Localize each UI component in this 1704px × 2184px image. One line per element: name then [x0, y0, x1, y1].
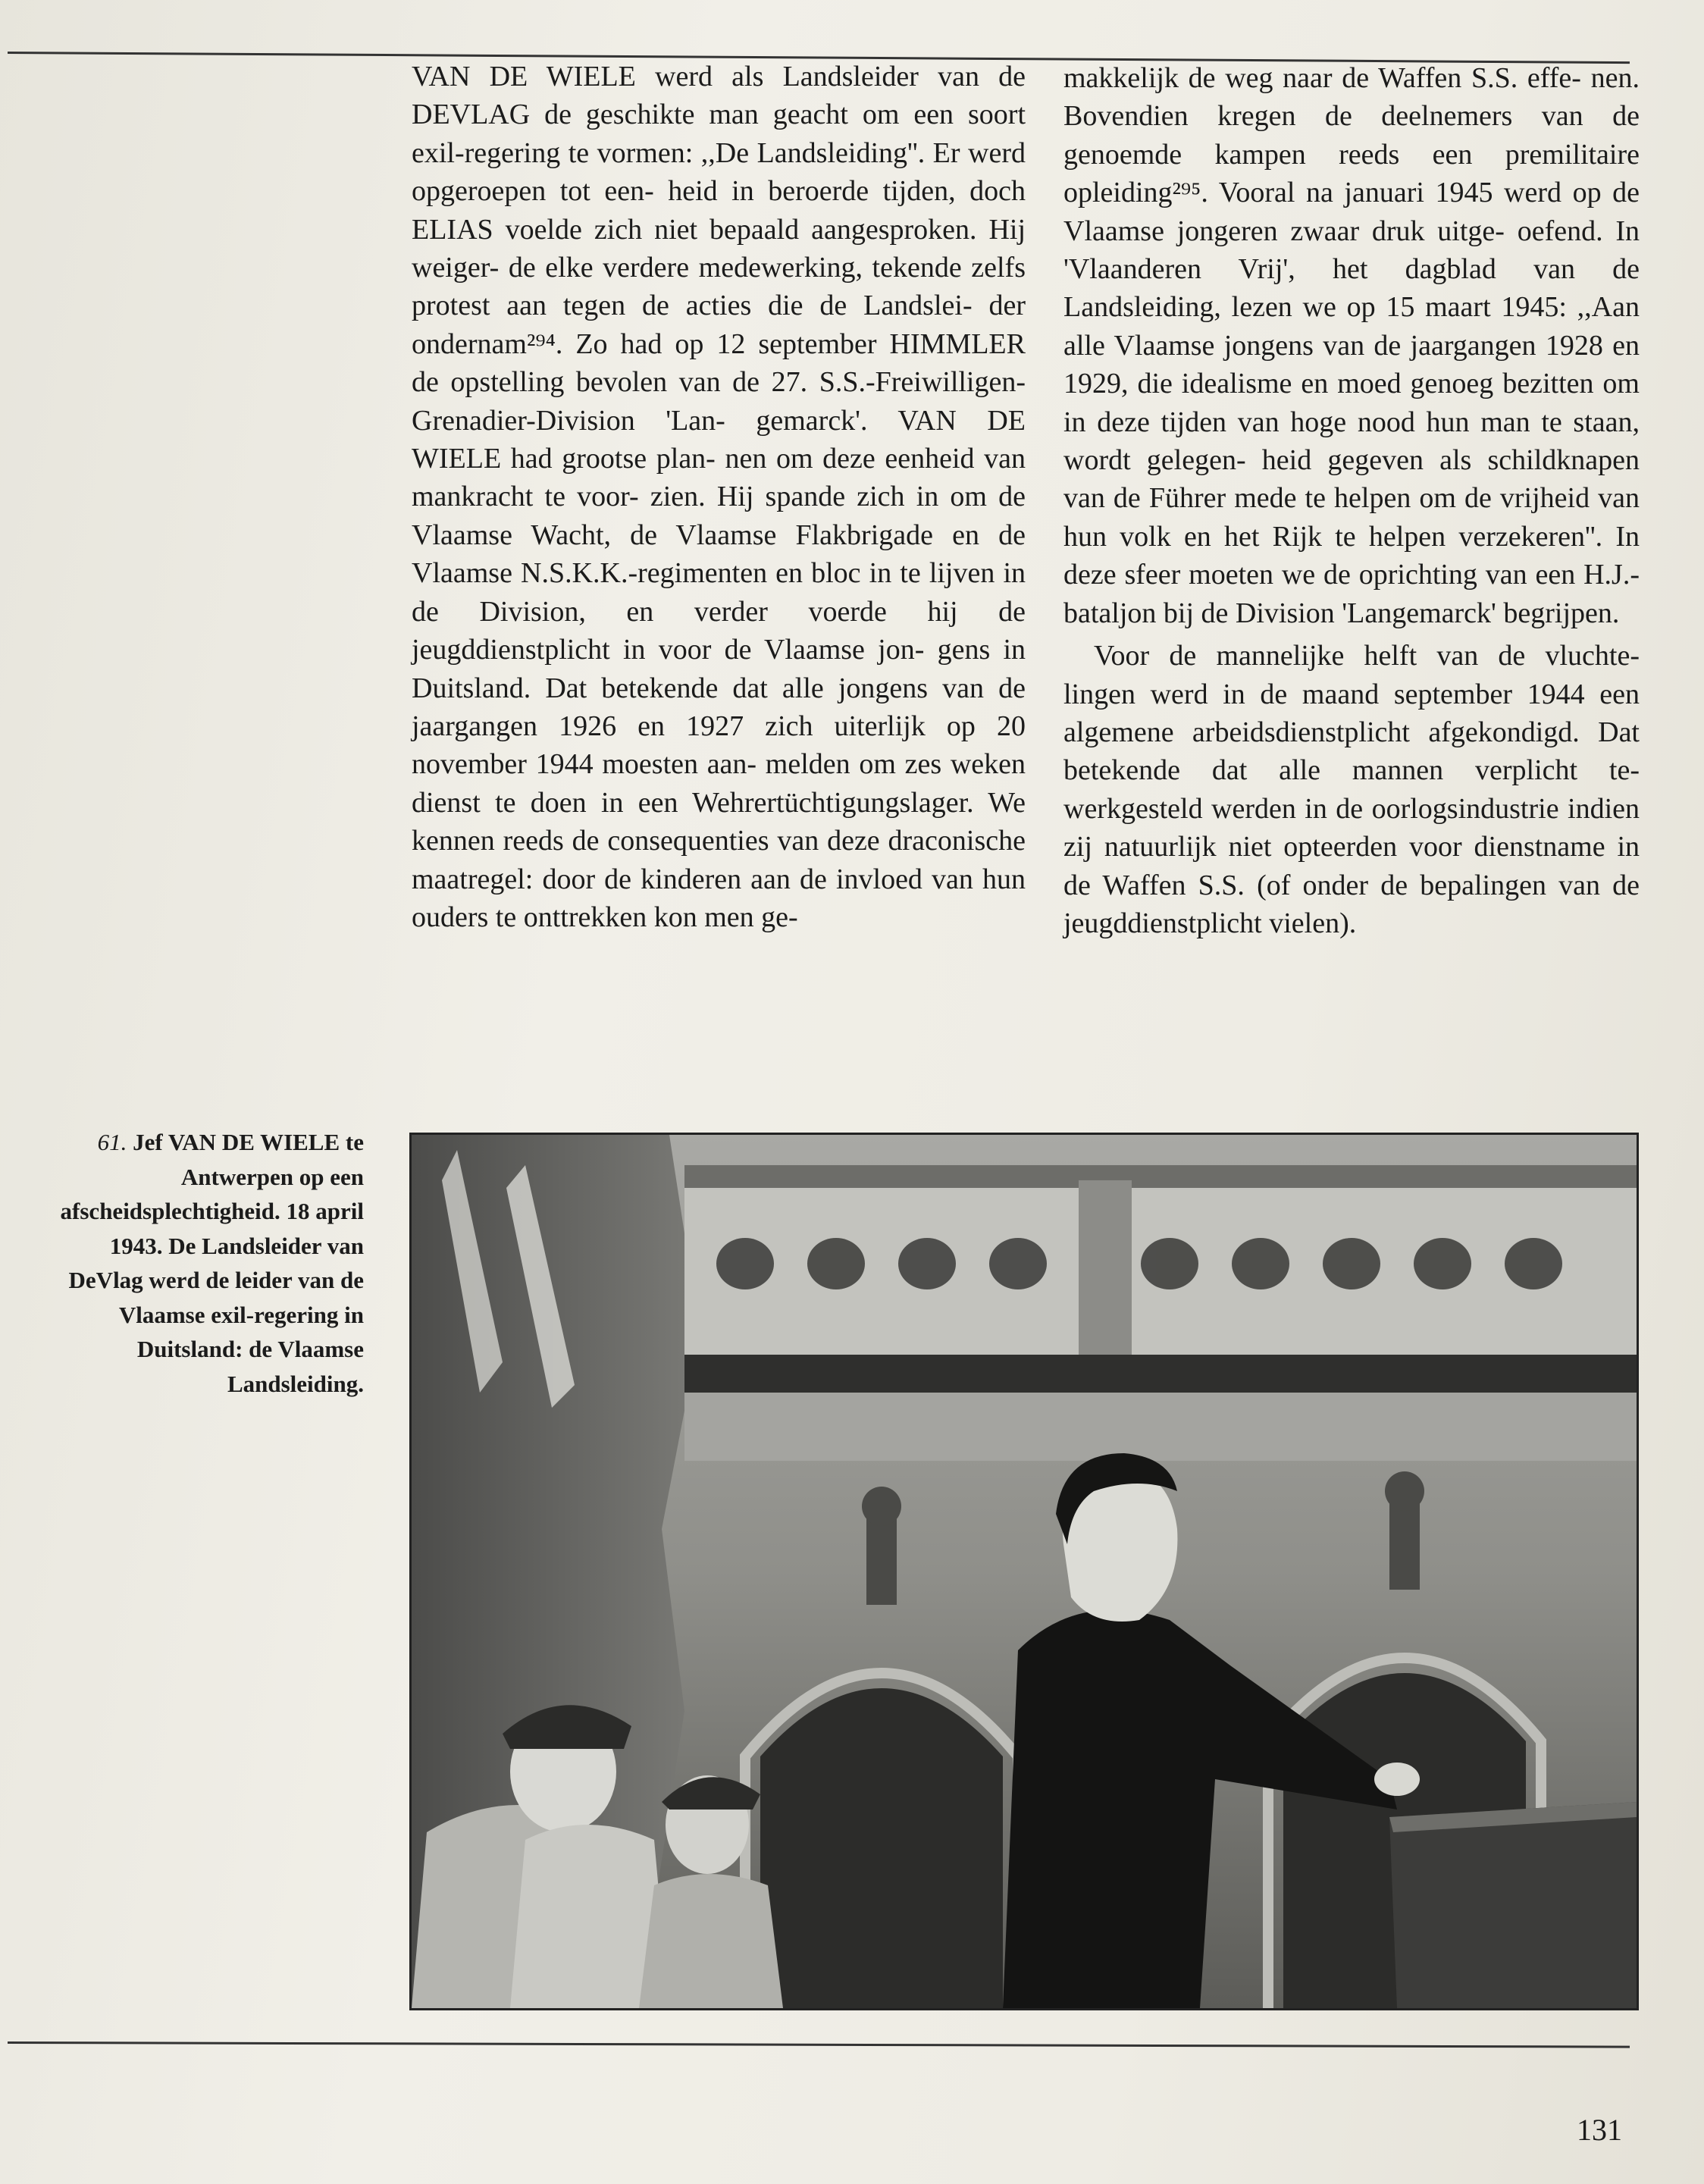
text-line: uiterlijk op 20 november 1944 moesten aan- [412, 710, 1026, 781]
text-line: soort exil-regering te vormen: ,,De [412, 99, 1026, 169]
text-line: Wehrertüchtigungslager. We kennen reeds [412, 786, 1026, 857]
text-line: gens in Duitsland. Dat betekende dat alle [412, 634, 1026, 704]
text-line: de consequenties van deze draconische [572, 825, 1026, 857]
text-line: van hun ouders te onttrekken kon men ge- [412, 863, 1026, 933]
text-line: algemene arbeidsdienstplicht afgekondigd. [1063, 716, 1580, 748]
text-line: oefend. In 'Vlaanderen Vrij', het dagblad [1063, 215, 1640, 286]
text-line: de elke verdere medewerking, tekende zelfs [508, 252, 1026, 284]
paragraph-left [412, 58, 1026, 936]
caption-line: 1943. De Landsleider van [109, 1232, 364, 1259]
lectern [1389, 1802, 1637, 2008]
figure-number: 61. [97, 1129, 127, 1155]
paragraph-right-2 [1063, 637, 1640, 942]
text-line: jaargangen 1928 en 1929, die idealisme en [1063, 329, 1640, 400]
text-line: begrijpen. [1503, 597, 1620, 629]
text-line: zich niet bepaald aangesproken. Hij weiger- [412, 213, 1026, 284]
text-line: lijven in de Division, en verder voerde hij de [412, 557, 1026, 628]
caption-line: DeVlag werd de leider van de [68, 1267, 364, 1293]
text-line: bepalingen van de jeugddienstplicht vielen). [1063, 869, 1640, 939]
caption-line: Jef VAN DE WIELE te [133, 1129, 364, 1155]
text-line: VAN DE WIELE werd als Landsleider van de [412, 61, 1026, 92]
text-line: Vlaamse N.S.K.K.-regimenten en bloc in te [412, 557, 921, 590]
text-line: lingen werd in de maand september 1944 een [1063, 678, 1640, 710]
paragraph-right-1 [1063, 59, 1640, 632]
bottom-rule [8, 2041, 1630, 2048]
text-line: opleiding²⁹⁵. Vooral na januari 1945 werd [1063, 177, 1561, 209]
text-line: gemarck'. VAN DE WIELE had grootse plan- [412, 404, 1026, 475]
text-line: maatregel: door de kinderen aan de invloed [412, 863, 922, 895]
caption-line: afscheidsplechtigheid. 18 april [60, 1198, 364, 1224]
text-line: S.S.-Freiwilligen-Grenadier-Division 'Lan- [412, 366, 1026, 437]
text-line: heid gegeven als schildknapen van de Führer [1063, 444, 1640, 515]
text-line: melden om zes weken dienst te doen in een [412, 748, 1026, 819]
text-line: der ondernam²⁹⁴. Zo had op 12 september [412, 290, 1026, 360]
text-line: heid in beroerde tijden, doch ELIAS voelde [412, 175, 1026, 246]
text-line: 1945: ,,Aan alle Vlaamse jongens van de [1063, 291, 1640, 362]
historical-photo [409, 1133, 1639, 2010]
text-line: jongens van de jaargangen 1926 en 1927 zich [412, 672, 1026, 742]
text-line: de genoemde kampen reeds een premilitaire [1063, 100, 1640, 171]
figure-caption [15, 1125, 364, 1401]
right-text-column [1063, 59, 1640, 942]
text-line: sfeer moeten we de oprichting van een [1124, 559, 1576, 591]
left-text-column [412, 58, 1026, 936]
text-line: hoge nood hun man te staan, wordt gelegen- [1063, 406, 1640, 477]
text-line: moed genoeg bezitten om in deze tijden van [1063, 368, 1640, 438]
text-line: Landsleiding''. Er werd opgeroepen tot een- [412, 136, 1026, 208]
text-line: werkgesteld werden in de oorlogsindustrie [1063, 792, 1559, 825]
text-line: op de Vlaamse jongeren zwaar druk uitge- [1063, 177, 1640, 247]
text-line: zien. Hij spande zich in om de Vlaamse [412, 481, 1026, 551]
text-line: Voor de mannelijke helft van de vluchte- [1094, 640, 1640, 672]
text-line: van de Landsleiding, lezen we op 15 maart [1063, 253, 1640, 324]
text-line: H.J.-bataljon bij de Division 'Langemarck' [1063, 559, 1640, 629]
caption-line: Landsleiding. [227, 1370, 364, 1397]
arch-left [760, 1688, 1003, 2008]
text-line: nen om deze eenheid van mankracht te voor- [412, 443, 1026, 513]
text-line: indien zij natuurlijk niet opteerden voor [1063, 792, 1640, 863]
text-line: jeugddienstplicht in voor de Vlaamse jon- [412, 634, 925, 666]
text-line: Dat betekende dat alle mannen verplicht te- [1063, 716, 1640, 787]
text-line: HIMMLER de opstelling bevolen van de 27. [412, 327, 1026, 399]
text-line: Wacht, de Vlaamse Flakbrigade en de [531, 519, 1026, 551]
text-line: makkelijk de weg naar de Waffen S.S. effe- [1063, 62, 1581, 94]
text-line: nen. Bovendien kregen de deelnemers van [1063, 62, 1640, 133]
text-line: dienstname in de Waffen S.S. (of onder de [1063, 831, 1640, 901]
caption-line: Duitsland: de Vlaamse [136, 1336, 364, 1362]
caption-line: Antwerpen op een [180, 1163, 364, 1190]
caption-line: Vlaamse exil-regering in [118, 1301, 364, 1328]
text-line: DEVLAG de geschikte man geacht om een [412, 99, 954, 131]
text-line: mede te helpen om de vrijheid van hun volk [1063, 482, 1640, 553]
text-line: protest aan tegen de acties die de Landslei- [412, 290, 973, 322]
text-line: en het Rijk te helpen verzekeren''. In deze [1063, 520, 1640, 591]
page-number: 131 [1577, 2113, 1622, 2147]
photo-illustration [412, 1135, 1637, 2008]
